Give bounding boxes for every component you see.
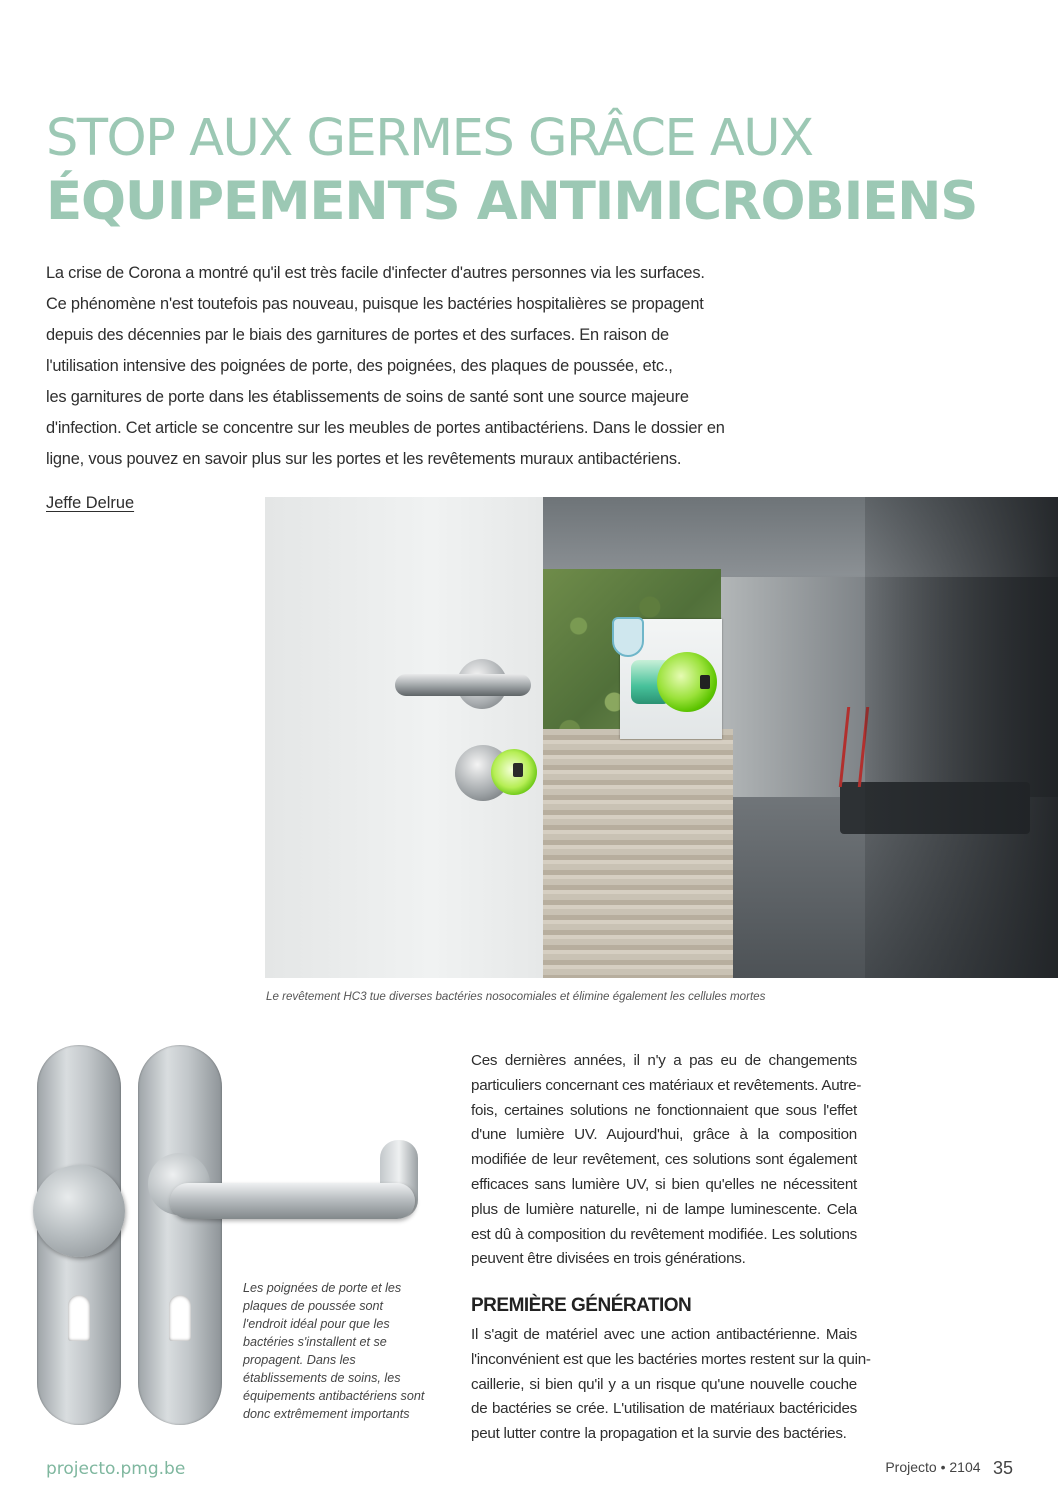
body-paragraph-1 bbox=[471, 1049, 862, 1272]
intro-line: d'infection. Cet article se concentre sur les meubles de portes antibactériens. Dans le dossier en bbox=[46, 419, 725, 437]
keyhole-right bbox=[169, 1295, 191, 1341]
page-number: 35 bbox=[992, 1458, 1013, 1478]
intro-line: les garnitures de porte dans les établissements de soins de santé sont une source majeure bbox=[46, 388, 689, 406]
hero-caption: Le revêtement HC3 tue diverses bactéries nosocomiales et élimine également les cellules mortes bbox=[266, 990, 766, 1003]
lever-handle bbox=[170, 1183, 415, 1219]
keyhole-left bbox=[68, 1295, 90, 1341]
body-line: peuvent être divisées en trois générations. bbox=[471, 1250, 746, 1268]
handles-caption: Les poignées de porte et les plaques de poussée sont l'endroit idéal pour que les bactéries s'installent et se propagent. Dans les établissements de soins, les équipements antibactériens sont donc extrêmement importants bbox=[243, 1281, 425, 1421]
intro-line: La crise de Corona a montré qu'il est très facile d'infecter d'autres personnes via les surfaces. bbox=[46, 264, 705, 282]
title-line-1: STOP AUX GERMES GRÂCE AUX bbox=[46, 109, 813, 168]
website-link[interactable]: projecto.pmg.be bbox=[46, 1459, 186, 1479]
body-line: fois, certaines solutions ne fonctionnaient que sous l'effet bbox=[471, 1101, 857, 1119]
body-line: plus de lumière naturelle, ni de lampe luminescente. Cela bbox=[471, 1200, 857, 1218]
door-surface bbox=[265, 497, 543, 978]
reception-desk bbox=[543, 729, 733, 978]
intro-line: Ce phénomène n'est toutefois pas nouveau, puisque les bactéries hospitalières se propagent bbox=[46, 295, 704, 313]
intro-line: depuis des décennies par le biais des garnitures de portes et des surfaces. En raison de bbox=[46, 326, 669, 344]
inset-cylinder-cap bbox=[700, 675, 710, 689]
title-line-2: ÉQUIPEMENTS ANTIMICROBIENS bbox=[46, 171, 978, 232]
author-link[interactable]: Jeffe Delrue bbox=[46, 494, 135, 512]
body-line: l'inconvénient est que les bactéries mortes restent sur la quin- bbox=[471, 1350, 871, 1368]
body-paragraph-2 bbox=[471, 1323, 871, 1447]
body-line: particuliers concernant ces matériaux et revêtements. Autre- bbox=[471, 1076, 862, 1094]
body-line: peut lutter contre la propagation et la survie des bactéries. bbox=[471, 1425, 847, 1443]
body-line: d'une lumière UV. Aujourd'hui, grâce à la composition bbox=[471, 1126, 857, 1144]
magazine-issue: Projecto • 2104 bbox=[885, 1459, 981, 1475]
body-line: est dû à composition du revêtement modifiée. Les solutions bbox=[471, 1225, 857, 1243]
shield-badge-icon bbox=[612, 617, 644, 657]
push-plate-right bbox=[138, 1045, 222, 1425]
body-line: Il s'agit de matériel avec une action antibactérienne. Mais bbox=[471, 1326, 857, 1343]
cylinder-cap bbox=[513, 763, 523, 777]
section-heading: PREMIÈRE GÉNÉRATION bbox=[471, 1295, 692, 1316]
hero-photo-door-hardware bbox=[265, 497, 1058, 978]
body-line: caillerie, si bien qu'il y a un risque qu'une nouvelle couche bbox=[471, 1375, 857, 1393]
body-line: de bactéries se crée. L'utilisation de matériaux bactéricides bbox=[471, 1400, 857, 1418]
body-line: Ces dernières années, il n'y a pas eu de changements bbox=[471, 1052, 857, 1069]
door-lever-handle bbox=[395, 674, 531, 696]
intro-paragraph bbox=[46, 258, 766, 475]
body-line: modifiée de leur revêtement, ces solutions sont également bbox=[471, 1151, 857, 1169]
intro-line: ligne, vous pouvez en savoir plus sur les portes et les revêtements muraux antibactériens. bbox=[46, 450, 682, 468]
door-knob bbox=[33, 1165, 125, 1257]
page-footer bbox=[885, 1458, 1013, 1479]
dark-vignette bbox=[865, 497, 1058, 978]
body-line: efficaces sans lumière UV, si bien qu'elles ne nécessitent bbox=[471, 1175, 857, 1193]
intro-line: l'utilisation intensive des poignées de porte, des poignées, des plaques de poussée, etc., bbox=[46, 357, 673, 375]
